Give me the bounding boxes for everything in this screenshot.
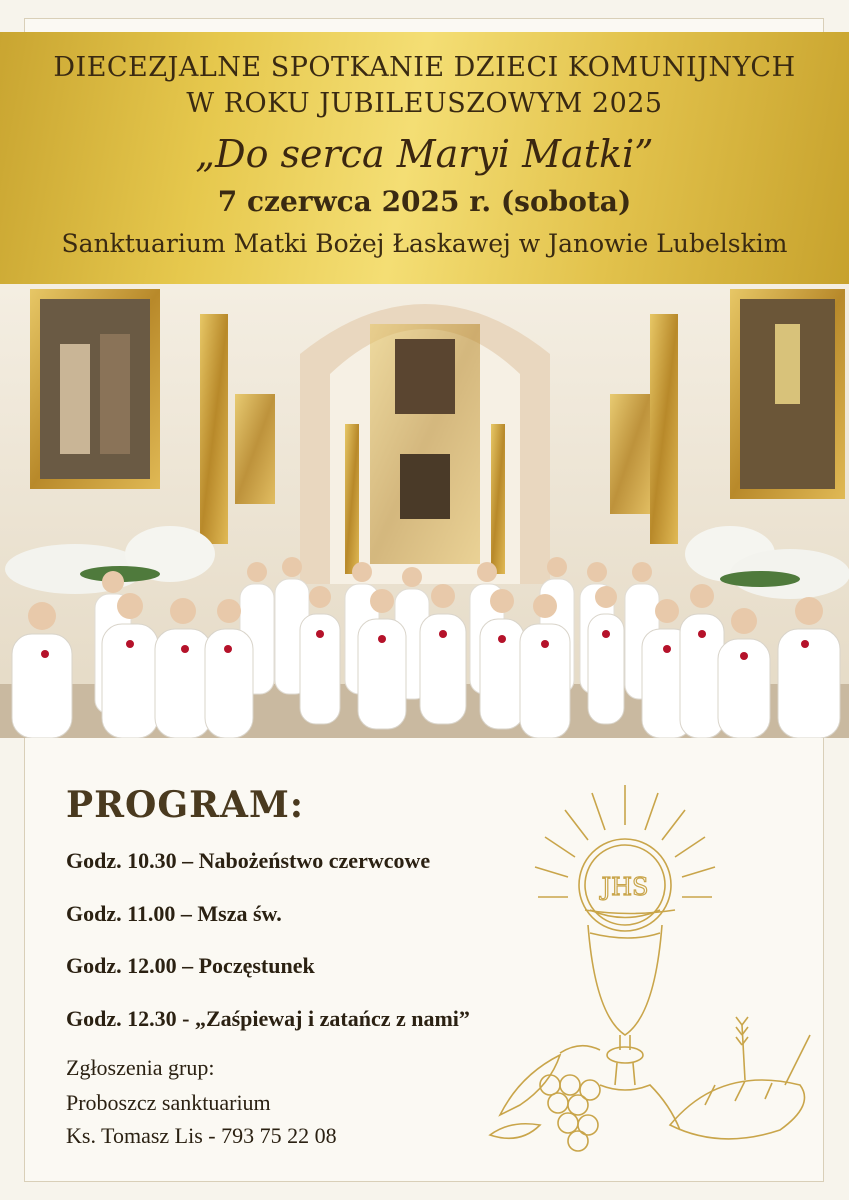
registration-label: Zgłoszenia grup: bbox=[66, 1055, 215, 1080]
event-title-line2: W ROKU JUBILEUSZOWYM 2025 bbox=[186, 88, 663, 119]
contact-person-phone: Ks. Tomasz Lis - 793 75 22 08 bbox=[66, 1123, 337, 1148]
header-banner bbox=[0, 32, 849, 284]
event-place: Sanktuarium Matki Bożej Łaskawej w Janowie Lubelskim bbox=[61, 229, 788, 258]
church-group-photo bbox=[0, 284, 849, 738]
event-title-line1: DIECEZJALNE SPOTKANIE DZIECI KOMUNIJNYCH bbox=[53, 52, 796, 83]
church-interior-illustration bbox=[0, 284, 849, 738]
program-item: Godz. 10.30 – Nabożeństwo czerwcowe bbox=[66, 848, 431, 873]
event-date: 7 czerwca 2025 r. (sobota) bbox=[217, 185, 632, 218]
program-item: Godz. 12.00 – Poczęstunek bbox=[66, 953, 315, 978]
program-item: Godz. 12.30 - „Zaśpiewaj i zatańcz z nami” bbox=[66, 1006, 470, 1031]
program-item: Godz. 11.00 – Msza św. bbox=[66, 901, 282, 926]
contact-role: Proboszcz sanktuarium bbox=[66, 1090, 271, 1115]
chalice-icon bbox=[480, 785, 820, 1165]
host-monogram: JHS bbox=[601, 873, 649, 901]
event-motto: „Do serca Maryi Matki” bbox=[195, 132, 654, 176]
program-title: PROGRAM: bbox=[66, 784, 305, 826]
